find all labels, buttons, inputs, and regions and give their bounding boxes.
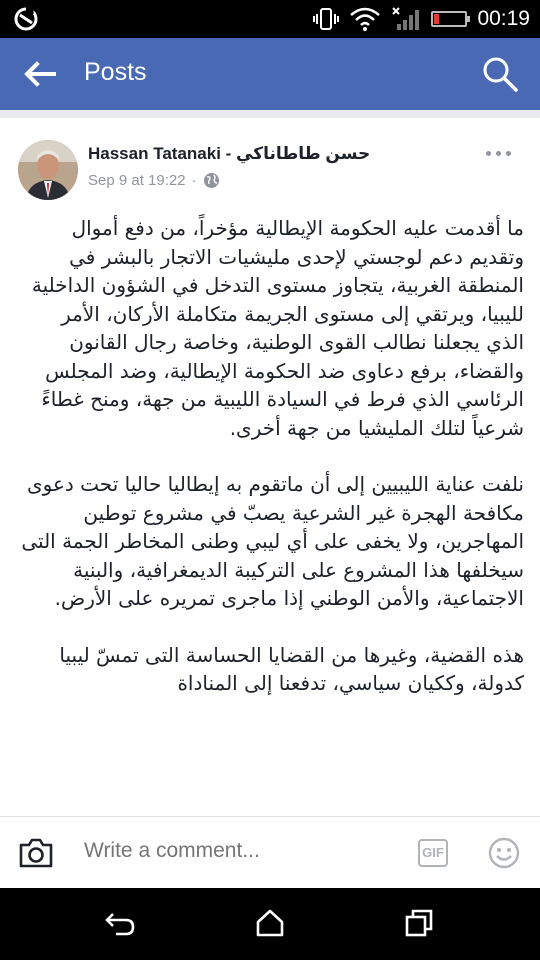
author-name[interactable]: Hassan Tatanaki - حسن طاطاناكي <box>88 144 371 163</box>
post-date[interactable]: Sep 9 at 19:22 <box>88 172 186 189</box>
post-meta <box>88 172 220 189</box>
back-icon[interactable] <box>104 910 136 938</box>
globe-icon <box>203 172 220 189</box>
arrow-left-icon[interactable] <box>22 60 56 88</box>
post-body <box>18 214 524 726</box>
avatar-image <box>18 140 78 200</box>
battery-level <box>434 14 439 24</box>
post-card <box>0 118 540 816</box>
gif-button[interactable]: GIF <box>418 839 448 867</box>
status-bar <box>0 0 540 38</box>
clock: 00:19 <box>477 7 530 30</box>
comment-input[interactable] <box>84 839 384 863</box>
more-options-icon[interactable] <box>486 146 514 160</box>
recents-icon[interactable] <box>404 908 434 938</box>
comment-composer <box>0 816 540 888</box>
battery-icon <box>431 11 467 27</box>
page-title: Posts <box>84 58 147 86</box>
post-paragraph: ما أقدمت عليه الحكومة الإيطالية مؤخراً، من دفع أموال وتقديم دعم لوجستي لإحدى مليشيات الاتجار بالبشر في المنطقة الغربية، يتجاوز مستوى التدخل في الشؤون الداخلية لليبيا، ويرتقي إلى مستوى الجريمة متكاملة الأركان، الأمر الذي يجعلنا نطالب القوى الوطنية، وخاصة رجال القانون والقضاء، برفع دعاوى ضد الحكومة الإيطالية، وضد المجلس الرئاسي الذي فرط في السيادة الليبية من جهة، ومنح غطاءً شرعياً لتلك المليشيا من جهة أخرى. <box>31 216 524 440</box>
signal-icon <box>391 6 421 32</box>
vibrate-icon <box>313 7 339 31</box>
home-icon[interactable] <box>255 908 285 938</box>
wifi-icon <box>349 6 381 32</box>
search-icon[interactable] <box>480 54 520 94</box>
meta-separator: · <box>191 172 197 189</box>
post-paragraph: نلفت عناية الليبيين إلى أن ماتقوم به إيطاليا حاليا تحت دعوى مكافحة الهجرة غير الشرعية يصبّ في مشروع توطين المهاجرين، ولا يخفى على أي ليبي وطنى المخاطر الجمة التى سيخلفها هذا المشروع على التركيبة الديمغرافية، والبنية الاجتماعية، والأمن الوطني إذا ماجرى تمريره على الأرض. <box>21 472 524 610</box>
smiley-icon[interactable] <box>488 837 520 869</box>
system-nav-bar <box>0 888 540 960</box>
post-paragraph: هذه القضية، وغيرها من القضايا الحساسة التى تمسّ ليبيا كدولة، وككيان سياسي، تدفعنا إلى المناداة <box>59 642 524 695</box>
status-icons <box>313 0 530 38</box>
sync-icon <box>12 6 40 32</box>
feed <box>0 110 540 816</box>
app-bar <box>0 38 540 110</box>
avatar[interactable] <box>18 140 78 200</box>
camera-icon[interactable] <box>18 837 54 869</box>
